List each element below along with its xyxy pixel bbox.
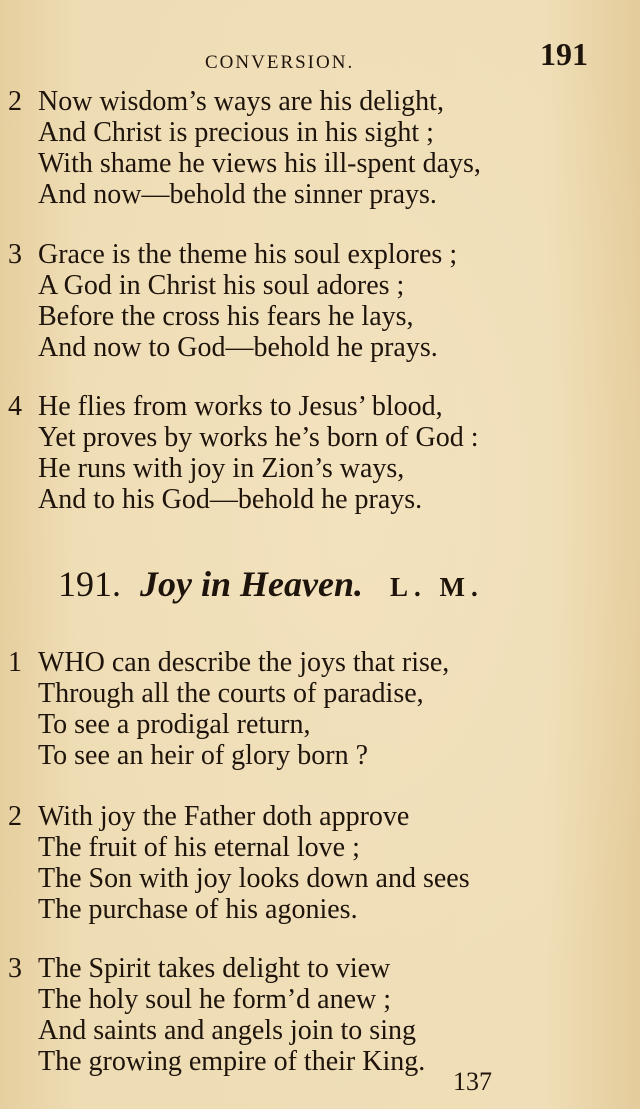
verse-line: Through all the courts of paradise, bbox=[38, 678, 424, 709]
hymn-heading bbox=[58, 563, 484, 605]
hymn-meter: L. M. bbox=[389, 572, 484, 602]
verse-number: 1 bbox=[8, 647, 22, 678]
verse-line: And Christ is precious in his sight ; bbox=[38, 117, 434, 148]
verse-line: He flies from works to Jesus’ blood, bbox=[38, 391, 443, 422]
verse-line: To see a prodigal return, bbox=[38, 709, 311, 740]
verse-line: The holy soul he form’d anew ; bbox=[38, 984, 392, 1015]
verse-line: And saints and angels join to sing bbox=[38, 1015, 416, 1046]
verse-line: Yet proves by works he’s born of God : bbox=[38, 422, 479, 453]
verse-number: 3 bbox=[8, 239, 22, 270]
verse-line: The growing empire of their King. bbox=[38, 1046, 426, 1077]
verse-line: With joy the Father doth approve bbox=[38, 801, 410, 832]
signature-mark: 137 bbox=[453, 1067, 492, 1096]
verse-number: 3 bbox=[8, 953, 22, 984]
verse-line: A God in Christ his soul adores ; bbox=[38, 270, 405, 301]
verse-line: To see an heir of glory born ? bbox=[38, 740, 369, 771]
hymn-number: 191. bbox=[58, 564, 121, 604]
page-number: 191 bbox=[540, 36, 588, 72]
verse-line: And to his God—behold he prays. bbox=[38, 484, 423, 515]
verse-line: WHO can describe the joys that rise, bbox=[38, 647, 450, 678]
verse-line: The purchase of his agonies. bbox=[38, 894, 358, 925]
verse-line: Before the cross his fears he lays, bbox=[38, 301, 414, 332]
verse-line: He runs with joy in Zion’s ways, bbox=[38, 453, 405, 484]
verse-number: 4 bbox=[8, 391, 22, 422]
verse-line: The Son with joy looks down and sees bbox=[38, 863, 470, 894]
verse-line: Grace is the theme his soul explores ; bbox=[38, 239, 458, 270]
verse-line: And now—behold the sinner prays. bbox=[38, 179, 437, 210]
running-head: CONVERSION. bbox=[205, 52, 355, 73]
verse-line: Now wisdom’s ways are his delight, bbox=[38, 86, 444, 117]
verse-line: The Spirit takes delight to view bbox=[38, 953, 391, 984]
verse-number: 2 bbox=[8, 801, 22, 832]
hymn-title: Joy in Heaven. bbox=[140, 564, 363, 604]
verse-line: The fruit of his eternal love ; bbox=[38, 832, 360, 863]
verse-number: 2 bbox=[8, 86, 22, 117]
verse-line: With shame he views his ill-spent days, bbox=[38, 148, 481, 179]
verse-line: And now to God—behold he prays. bbox=[38, 332, 438, 363]
